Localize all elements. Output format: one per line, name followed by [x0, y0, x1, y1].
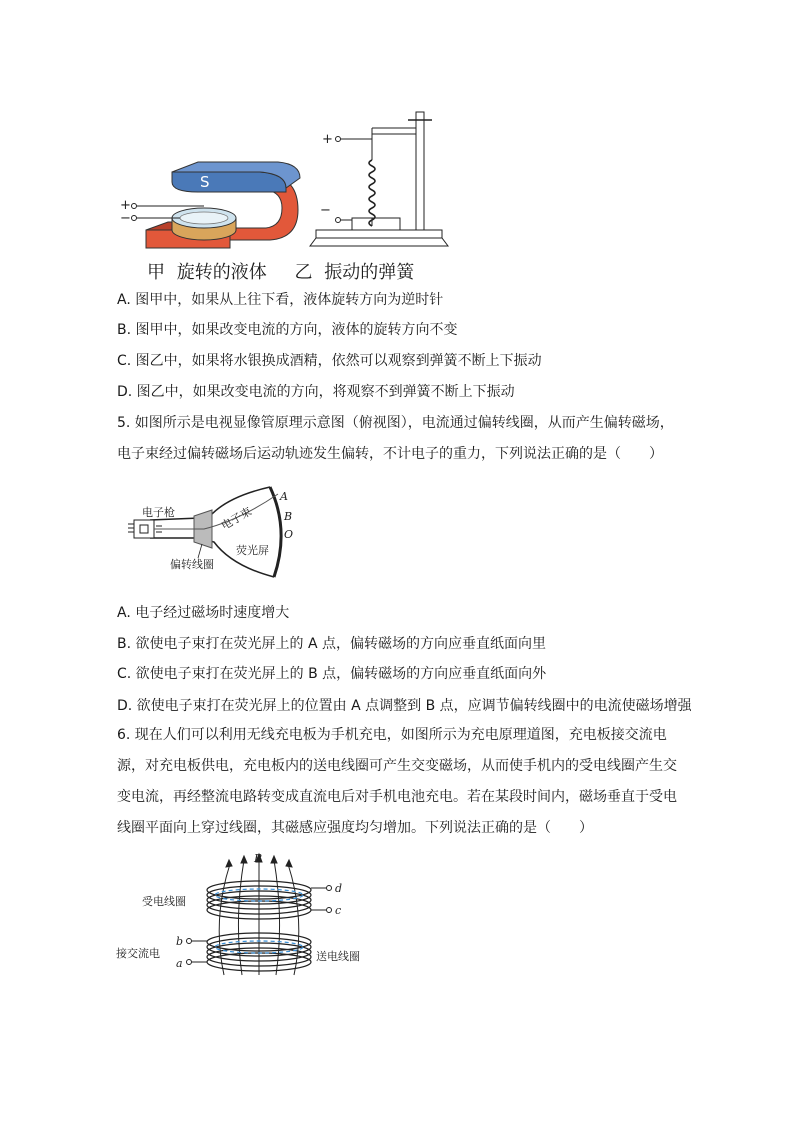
crt-beam-label: 电子束 [219, 504, 255, 533]
field-b-label: B [254, 852, 263, 865]
q5-option-a: A. 电子经过磁场时速度增大 [117, 605, 290, 621]
figure-wireless-coils [112, 850, 382, 985]
plus-label-yi: + [322, 132, 333, 147]
minus-label-yi: − [320, 203, 331, 218]
q5-option-d: D. 欲使电子束打在荧光屏上的位置由 A 点调整到 B 点，应调节偏转线圈中的电流使磁场增强 [117, 698, 692, 714]
receiver-coil-label: 受电线圈 [142, 895, 186, 908]
crt-coil-label: 偏转线圈 [170, 558, 214, 571]
plus-label-jia: + [120, 198, 131, 213]
crt-point-o: O [284, 528, 294, 541]
crt-gun-label: 电子枪 [142, 506, 175, 519]
caption-jia: 甲 [147, 262, 165, 283]
figure-caption [147, 258, 420, 284]
minus-label-jia: − [120, 211, 131, 226]
figure-crt [120, 480, 310, 584]
terminal-b: b [176, 935, 184, 948]
terminal-c: c [335, 904, 342, 917]
q4-option-a: A. 图甲中，如果从上往下看，液体旋转方向为逆时针 [117, 292, 444, 308]
magnet-pole-label: S [200, 173, 210, 191]
figure-jia-yi [110, 98, 460, 256]
caption-jia-text: 旋转的液体 [176, 262, 267, 283]
q5-option-b: B. 欲使电子束打在荧光屏上的 A 点，偏转磁场的方向应垂直纸面向里 [117, 636, 546, 652]
q4-option-c: C. 图乙中，如果将水银换成酒精，依然可以观察到弹簧不断上下振动 [117, 353, 542, 369]
sender-coil-label: 送电线圈 [316, 950, 360, 963]
q6-stem: 6. 现在人们可以利用无线充电板为手机充电，如图所示为充电原理道图，充电板接交流电源，对充电板供电，充电板内的送电线圈可产生交变磁场，从而使手机内的受电线圈产生交变电流，再经整流电路转变成直流电后对手机电池充电。若在某段时间内，磁场垂直于受电线圈平面向上穿过线圈，其磁感应强度均匀增加。下列说法正确的是（ ） [117, 727, 677, 836]
liquid-dish [172, 208, 236, 240]
q5-option-c: C. 欲使电子束打在荧光屏上的 B 点，偏转磁场的方向应垂直纸面向外 [117, 666, 547, 682]
crt-point-b: B [284, 510, 293, 523]
q5-stem: 5. 如图所示是电视显像管原理示意图（俯视图），电流通过偏转线圈，从而产生偏转磁场，电子束经过偏转磁场后运动轨迹发生偏转，不计电子的重力，下列说法正确的是（ ） [117, 415, 674, 462]
terminal-d: d [335, 882, 343, 895]
spring-apparatus [310, 112, 448, 246]
crt-point-a: A [280, 490, 288, 503]
caption-yi: 乙 [294, 262, 313, 283]
terminal-a: a [176, 957, 183, 970]
crt-screen-label: 荧光屏 [236, 544, 269, 557]
caption-yi-text: 振动的弹簧 [324, 262, 415, 283]
ac-source-label: 接交流电 [116, 947, 160, 960]
q4-option-b: B. 图甲中，如果改变电流的方向，液体的旋转方向不变 [117, 322, 458, 338]
q4-option-d: D. 图乙中，如果改变电流的方向，将观察不到弹簧不断上下振动 [117, 384, 515, 400]
